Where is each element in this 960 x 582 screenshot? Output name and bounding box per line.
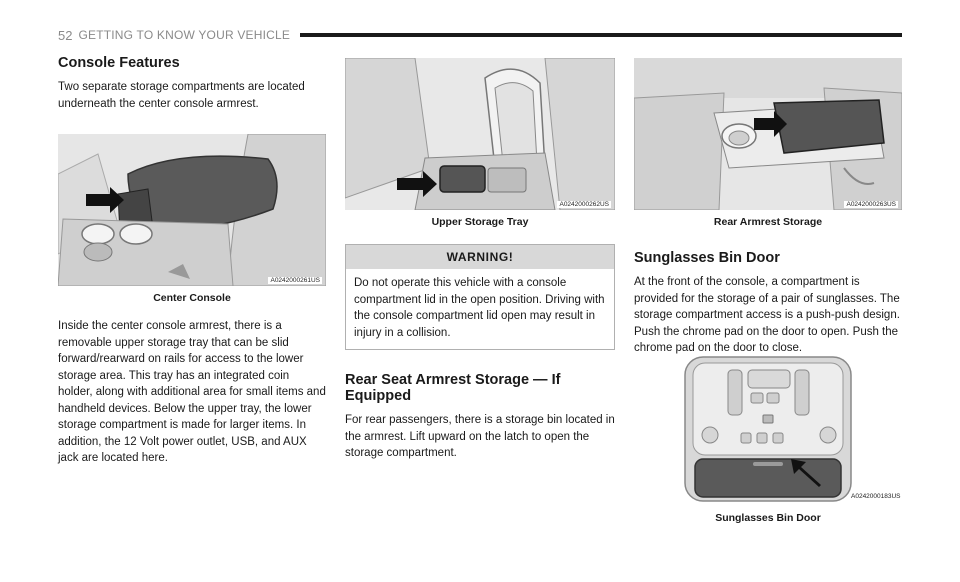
page-header xyxy=(58,25,902,45)
center-console-illustration xyxy=(58,134,326,286)
upper-tray-figure-code: A0242000262US xyxy=(559,201,609,208)
sunglasses-bin-illustration xyxy=(683,355,903,505)
console-intro: Two separate storage compartments are located underneath the center console armrest. xyxy=(58,81,305,110)
rear-armrest-figure xyxy=(634,58,902,210)
sunglasses-figure-code: A0242000183US xyxy=(851,493,901,500)
console-body: Inside the center console armrest, there is a removable upper storage tray that can be slid forward/rearward on rails for access to the lower storage area. This tray has an integrated coin holder, along with additional area for small items and handheld devices. Below the upper tray, the lower storage compartment is made for larger items. In addition, the 12 Volt power outlet, USB, and AUX jack are located here. xyxy=(58,320,326,464)
column-left xyxy=(58,55,326,467)
column-middle xyxy=(345,58,615,462)
center-console-caption: Center Console xyxy=(153,292,231,304)
center-console-figure xyxy=(58,134,326,286)
warning-text: Do not operate this vehicle with a console compartment lid in the open position. Driving with the console compartment lid open may result in injury in a collision. xyxy=(354,277,605,339)
section-title: GETTING TO KNOW YOUR VEHICLE xyxy=(78,28,291,42)
rear-armrest-illustration xyxy=(634,58,902,210)
upper-tray-figure xyxy=(345,58,615,210)
warning-box xyxy=(345,244,615,350)
warning-title: WARNING! xyxy=(346,245,614,269)
sunglasses-caption: Sunglasses Bin Door xyxy=(715,512,821,524)
rear-armrest-caption: Rear Armrest Storage xyxy=(713,216,823,228)
console-heading: Console Features xyxy=(58,55,180,71)
center-console-figure-code: A0242000261US xyxy=(270,277,320,284)
sunglasses-body: At the front of the console, a compartment is provided for the storage of a pair of sunglasses. The storage compartment access is a push-push design. Push the chrome pad on the door to open. Push the chrome pad on the door to close. xyxy=(634,276,900,354)
rear-armrest-heading: Rear Seat Armrest Storage — If Equipped xyxy=(345,372,561,404)
upper-tray-caption: Upper Storage Tray xyxy=(431,216,529,228)
sunglasses-heading: Sunglasses Bin Door xyxy=(634,250,780,266)
header-rule xyxy=(300,33,902,37)
rear-armrest-body: For rear passengers, there is a storage bin located in the armrest. Lift upward on the latch to open the storage compartment. xyxy=(345,414,615,459)
sunglasses-bin-figure xyxy=(683,355,903,505)
column-right xyxy=(634,58,902,357)
upper-tray-illustration xyxy=(345,58,615,210)
page-number: 52 xyxy=(58,27,73,43)
rear-armrest-figure-code: A0242000263US xyxy=(846,201,896,208)
